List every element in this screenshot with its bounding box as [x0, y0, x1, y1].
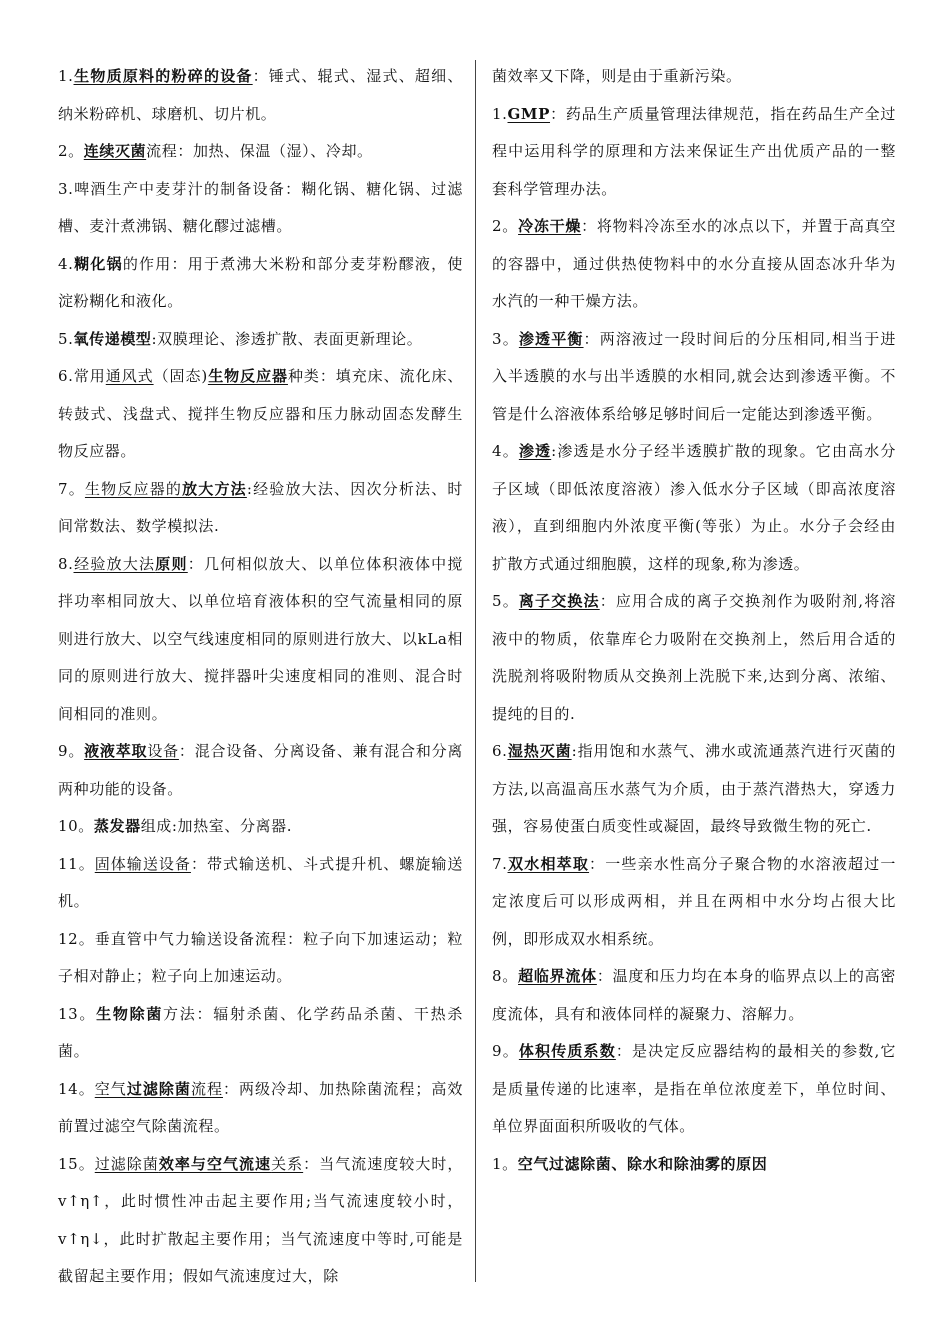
note-paragraph — [58, 133, 463, 171]
body-text: 9。 — [58, 742, 85, 760]
term-text: 体积传质系数 — [518, 1042, 616, 1060]
term-text: 过滤除菌 — [94, 1154, 159, 1173]
term-text: 固体输送设备 — [94, 854, 191, 873]
body-text: ：两级冷却、加热除菌流程；高效前置过滤空气除菌流程。 — [58, 1079, 463, 1135]
term-text: 经验放大法 — [73, 554, 156, 573]
term-text: 离子交换法 — [518, 592, 600, 610]
body-text: ：是决定反应器结构的最相关的参数,它是质量传递的比速率，是指在单位浓度差下，单位时间、单位界面面积所吸收的气体。 — [492, 1042, 896, 1135]
body-text: ：两溶液过一段时间后的分压相同,相当于进入半透膜的水与出半透膜的水相同,就会达到渗透平衡。不管是什么溶液体系给够足够时间后一定能达到渗透平衡。 — [492, 329, 896, 423]
term-text: 冷冻干燥 — [518, 217, 582, 235]
body-text: 8。 — [492, 967, 519, 985]
body-text: ：一些亲水性高分子聚合物的水溶液超过一定浓度后可以形成两相，并且在两相中水分均占很大比例，即形成双水相系统。 — [492, 854, 896, 948]
body-text: 7. — [492, 854, 508, 873]
body-text: 5. — [58, 329, 74, 348]
body-text: 菌效率又下降，则是由于重新污染。 — [492, 67, 742, 85]
left-column — [58, 58, 463, 1296]
term-text: 空气 — [94, 1079, 127, 1098]
body-text: 5。 — [492, 592, 519, 610]
term-text: 关系 — [271, 1154, 304, 1173]
column-divider — [475, 60, 476, 1282]
body-text: 4. — [58, 254, 74, 273]
note-paragraph — [492, 733, 896, 846]
term-text: 渗透 — [518, 442, 552, 460]
note-paragraph — [58, 246, 463, 321]
body-text: 8. — [58, 554, 74, 573]
body-text: （固态) — [153, 367, 208, 385]
body-text: 11。 — [58, 854, 95, 873]
body-text: :双膜理论、渗透扩散、表面更新理论。 — [151, 329, 423, 348]
body-text: :渗透是水分子经半透膜扩散的现象。它由高水分子区域（即低浓度溶液）渗入低水分子区域（即高浓度溶液），直到细胞内外浓度平衡(等张）为止。水分子会经由扩散方式通过细胞膜，这样的现象,称为渗透。 — [492, 442, 897, 573]
body-text: 4。 — [492, 442, 519, 460]
term-text: 生物反应器的 — [84, 479, 183, 498]
body-text: 3。 — [492, 329, 519, 348]
body-text: ：将物料冷冻至水的冰点以下，并置于高真空的容器中，通过供热使物料中的水分直接从固态冰升华为水汽的一种干燥方法。 — [492, 217, 896, 310]
body-text: 6.常用 — [58, 367, 106, 385]
body-text: 组成:加热室、分离器. — [140, 817, 293, 835]
body-text: ：带式输送机、斗式提升机、螺旋输送机。 — [58, 854, 464, 910]
body-text: 3.啤酒生产中麦芽汁的制备设备：糊化锅、糖化锅、过滤槽、麦汁煮沸锅、糖化醪过滤槽。 — [58, 179, 463, 235]
note-paragraph — [58, 58, 463, 133]
body-text: 9。 — [492, 1042, 519, 1060]
body-text: ：混合设备、分离设备、兼有混合和分离两种功能的设备。 — [58, 742, 464, 798]
note-paragraph — [492, 958, 896, 1033]
body-text: 1。 — [492, 1154, 518, 1173]
right-column — [492, 58, 896, 1183]
term-text: 液液萃取 — [84, 742, 148, 760]
term-text: 原则 — [155, 554, 188, 573]
term-text: 流程 — [190, 1079, 223, 1098]
note-paragraph — [492, 1146, 896, 1184]
note-paragraph — [58, 1146, 463, 1296]
term-text: 生物质原料的粉碎的设备 — [73, 67, 253, 85]
body-text: :指用饱和水蒸气、沸水或流通蒸汽进行灭菌的方法,以高温高压水蒸气为介质，由于蒸汽潜热大，穿透力强，容易使蛋白质变性或凝固，最终导致微生物的死亡. — [492, 742, 897, 835]
body-text: ：几何相似放大、以单位体积液体中搅拌功率相同放大、以单位培育液体积的空气流量相同的原则进行放大、以空气线速度相同的原则进行放大、以kLa相同的原则进行放大、搅拌器叶尖速度相同的准则、混合时间相同的准则。 — [58, 554, 464, 723]
body-text: ：锤式、辊式、湿式、超细、纳米粉碎机、球磨机、切片机。 — [58, 67, 463, 123]
note-paragraph — [492, 433, 896, 583]
term-text: 蒸发器 — [93, 817, 141, 835]
body-text: ：药品生产质量管理法律规范，指在药品生产全过程中运用科学的原理和方法来保证生产出优质产品的一整套科学管理办法。 — [492, 104, 896, 198]
note-paragraph — [492, 1033, 896, 1146]
term-text: 设备 — [147, 742, 179, 760]
body-text: 流程：加热、保温（湿）、冷却。 — [146, 142, 373, 160]
note-paragraph — [492, 58, 896, 96]
term-text: 过滤除菌 — [126, 1079, 191, 1098]
note-paragraph — [58, 733, 463, 808]
note-paragraph — [58, 1071, 463, 1146]
term-text: 双水相萃取 — [507, 854, 590, 873]
note-paragraph — [492, 96, 896, 209]
term-text: 生物反应器 — [207, 367, 288, 385]
term-text: 生物除菌 — [96, 1004, 164, 1023]
term-text: 放大方法 — [182, 479, 247, 498]
body-text: 14。 — [58, 1079, 95, 1098]
note-paragraph — [58, 921, 463, 996]
note-paragraph — [492, 208, 896, 321]
term-text: 超临界流体 — [518, 967, 597, 985]
body-text: 1. — [58, 67, 74, 85]
body-text: 13。 — [58, 1004, 97, 1023]
note-paragraph — [492, 321, 896, 434]
body-text: 2。 — [58, 142, 84, 160]
term-text: 湿热灭菌 — [507, 742, 572, 760]
term-text: 糊化锅 — [73, 254, 123, 273]
body-text: 1. — [492, 104, 508, 123]
note-paragraph — [58, 846, 463, 921]
body-text: 10。 — [58, 817, 94, 835]
term-text: 空气过滤除菌、除水和除油雾的原因 — [517, 1154, 768, 1173]
term-text: 效率与空气流速 — [158, 1154, 272, 1173]
body-text: :经验放大法、因次分析法、时间常数法、数学模拟法. — [58, 479, 463, 535]
note-paragraph — [58, 471, 463, 546]
note-paragraph — [58, 996, 463, 1071]
body-text: 12。垂直管中气力输送设备流程：粒子向下加速运动；粒子相对静止；粒子向上加速运动。 — [58, 929, 463, 985]
note-paragraph — [58, 321, 463, 359]
body-text: ：温度和压力均在本身的临界点以上的高密度流体，具有和液体同样的凝聚力、溶解力。 — [492, 967, 897, 1023]
body-text: 15。 — [58, 1154, 95, 1173]
term-text: 渗透平衡 — [518, 329, 584, 348]
term-text: 通风式 — [105, 367, 154, 385]
body-text: 方法：辐射杀菌、化学药品杀菌、干热杀菌。 — [58, 1004, 463, 1060]
term-text: GMP — [507, 104, 551, 123]
body-text: ：应用合成的离子交换剂作为吸附剂,将溶液中的物质，依靠库仑力吸附在交换剂上，然后用合适的洗脱剂将吸附物质从交换剂上洗脱下来,达到分离、浓缩、提纯的目的. — [492, 592, 896, 723]
term-text: 连续灭菌 — [83, 142, 147, 160]
body-text: 6. — [492, 742, 508, 760]
note-paragraph — [492, 583, 896, 733]
note-paragraph — [492, 846, 896, 959]
body-text: 7。 — [58, 479, 85, 498]
note-paragraph — [58, 808, 463, 846]
note-paragraph — [58, 546, 463, 734]
body-text: 的作用：用于煮沸大米粉和部分麦芽粉醪液，使淀粉糊化和液化。 — [58, 254, 463, 310]
body-text: 2。 — [492, 217, 519, 235]
term-text: 氧传递模型 — [73, 329, 152, 348]
note-paragraph — [58, 171, 463, 246]
body-text: ：当气流速度较大时，v↑η↑，此时惯性冲击起主要作用;当气流速度较小时，v↑η↓，此时扩散起主要作用；当气流速度中等时,可能是截留起主要作用；假如气流速度过大，除 — [58, 1154, 463, 1285]
body-text: 种类：填充床、流化床、转鼓式、浅盘式、搅拌生物反应器和压力脉动固态发酵生物反应器。 — [58, 367, 463, 460]
note-paragraph — [58, 358, 463, 471]
